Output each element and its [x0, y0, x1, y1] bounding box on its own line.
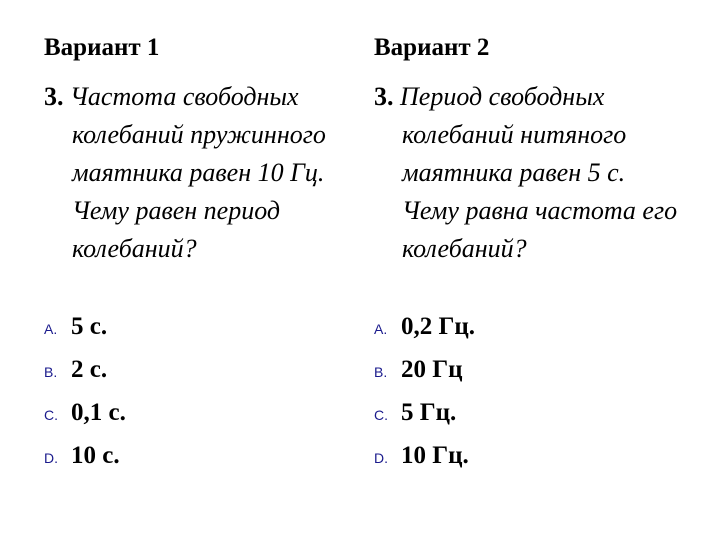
answer-option-d — [44, 442, 126, 485]
question-line: колебаний нитяного — [402, 120, 627, 149]
question-line: Чему равна частота его — [402, 196, 678, 225]
answer-letter: B. — [44, 364, 58, 380]
answer-text: 0,1 с. — [71, 399, 126, 426]
answer-text: 2 с. — [71, 356, 108, 383]
variant-2-answers — [374, 313, 475, 485]
answer-option-a — [44, 313, 126, 356]
answer-letter: B. — [374, 364, 388, 380]
question-line: маятника равен 10 Гц. — [72, 158, 325, 187]
answer-option-a — [374, 313, 475, 356]
answer-text: 10 Гц. — [401, 442, 469, 469]
answer-text: 0,2 Гц. — [401, 313, 476, 340]
answer-letter: A. — [374, 321, 388, 337]
question-line-text: Период свободных — [400, 82, 605, 111]
answer-letter: C. — [374, 407, 388, 423]
answer-option-b — [44, 356, 126, 399]
answer-text: 5 Гц. — [401, 399, 457, 426]
answer-text: 5 с. — [71, 313, 108, 340]
variant-2-question — [374, 78, 694, 268]
question-number: 3. — [44, 82, 64, 111]
variant-2-title: Вариант 2 — [374, 34, 490, 61]
question-line: колебаний? — [402, 234, 527, 263]
answer-option-c — [44, 399, 126, 442]
variant-1-question — [44, 78, 364, 268]
question-line — [374, 78, 694, 116]
question-line: Чему равен период — [72, 196, 281, 225]
question-line: колебаний? — [72, 234, 197, 263]
answer-letter: D. — [374, 450, 388, 466]
answer-text: 10 с. — [71, 442, 120, 469]
answer-letter: D. — [44, 450, 58, 466]
answer-letter: A. — [44, 321, 58, 337]
answer-text: 20 Гц — [401, 356, 463, 383]
question-line: маятника равен 5 с. — [402, 158, 626, 187]
answer-option-d — [374, 442, 475, 485]
question-line-text: Частота свободных — [70, 82, 299, 111]
variant-1-title: Вариант 1 — [44, 34, 160, 61]
answer-option-c — [374, 399, 475, 442]
answer-letter: C. — [44, 407, 58, 423]
question-line: колебаний пружинного — [72, 120, 326, 149]
question-number: 3. — [374, 82, 394, 111]
answer-option-b — [374, 356, 475, 399]
variant-1-answers — [44, 313, 126, 485]
question-line — [44, 78, 364, 116]
